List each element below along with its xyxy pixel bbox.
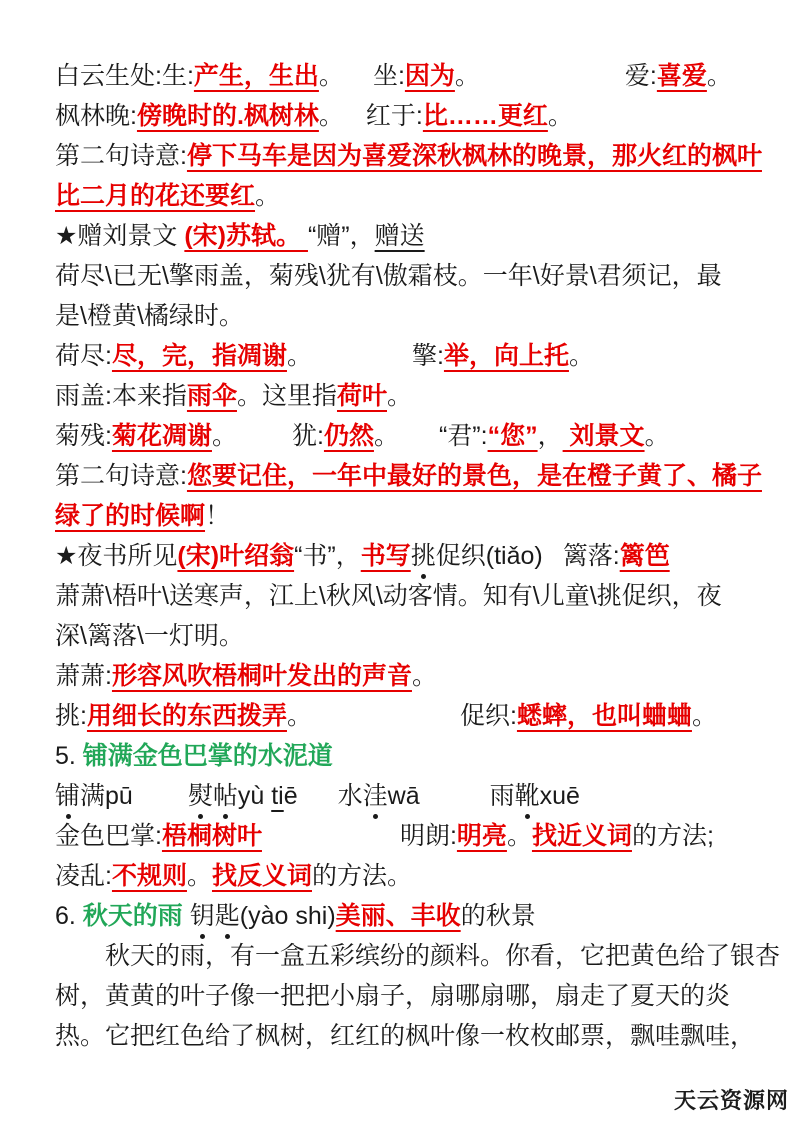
text-line [55,536,767,576]
text-segment: 您要记住，一年中最好的景色，是在橙子黄了、橘子 [186,462,762,490]
text-segment: 6. [55,902,83,930]
text-segment: 篱落: [562,542,620,570]
text-segment: 。 [411,662,437,690]
text-segment: 因为 [404,62,455,90]
text-segment [190,902,240,930]
text-segment: (yào shi) [239,902,336,930]
text-segment: 。 [286,342,312,370]
text-segment: (宋)苏轼。 [184,222,308,250]
text-segment: xuē [539,782,580,810]
text-segment: 是\橙黄\橘绿时。 [55,302,244,330]
text-segment: 的方法。 [312,862,413,890]
text-segment: 。 [318,102,344,130]
text-segment: 。 [568,342,594,370]
text-segment: ， [537,422,563,450]
text-segment: ！ [205,502,231,530]
text-segment: 喜爱 [656,62,707,90]
text-segment: 。 [547,102,573,130]
text-segment: 坐: [372,62,405,90]
text-segment: 菊残: [55,422,112,450]
text-segment: 树，黄黄的叶子像一把把小扇子，扇哪扇哪，扇走了夏天的炎 [55,982,731,1010]
text-segment [55,782,80,810]
text-line [55,976,767,1016]
text-line [55,136,767,176]
text-segment: 篱笆 [619,542,670,570]
text-segment: 5. [55,742,83,770]
text-segment: 秋天的雨，有一盒五彩缤纷的颜料。你看，它把黄色给了银杏 [55,942,781,970]
text-segment: 挑: [55,702,87,730]
text-segment: 凌乱: [55,862,112,890]
text-segment: 。 [706,62,732,90]
text-line [55,896,767,936]
text-segment: 尽，完，指凋谢 [111,342,287,370]
text-segment: 明亮 [456,822,507,850]
text-segment: 雨 [489,782,515,810]
text-line [55,416,767,456]
text-segment: 萧萧\梧叶\送寒声，江上\秋风\动客情。知有\儿童\挑促织，夜 [55,582,722,610]
text-segment: 。 [211,422,237,450]
text-segment: 傍晚时的.枫树林 [136,102,319,130]
text-segment: 用细长的东西拨弄 [86,702,287,730]
text-segment: 找近义词 [531,822,632,850]
text-segment: 停下马车是因为喜爱深秋枫林的晚景，那火红的枫叶 [186,142,762,170]
text-segment: 。 [318,62,344,90]
text-segment: 仍然 [323,422,374,450]
text-segment: 形容风吹梧桐叶发出的声音 [111,662,412,690]
text-segment: 雨盖:本来指 [55,382,187,410]
text-segment: 举，向上托 [443,342,569,370]
watermark: 天云资源网 [673,1088,789,1113]
text-line [55,656,767,696]
text-segment: ★夜书所见 [55,542,178,570]
text-segment: 菊花凋谢 [111,422,212,450]
text-segment: 。 [691,702,717,730]
text-segment: 。这里指 [236,382,337,410]
text-segment: 铺满金色巴掌的水泥道 [82,742,333,770]
text-segment: 荷尽: [55,342,112,370]
text-segment: 。 [644,422,670,450]
text-segment: 第二句诗意: [55,462,187,490]
text-segment: ē [283,782,298,810]
text-segment: 深\篱落\一灯明。 [55,622,244,650]
text-segment: (宋)叶绍翁 [177,542,295,570]
text-line [55,496,767,536]
text-segment: 水 [337,782,363,810]
text-line [55,56,767,96]
text-line [55,696,767,736]
document-body [55,56,781,1056]
text-line [55,1016,767,1056]
text-line [55,856,767,896]
text-segment: 萧萧: [55,662,112,690]
text-segment: 蟋蟀，也叫蛐蛐 [516,702,692,730]
emphasis-dot-char: 匙 [214,902,240,930]
text-segment: 美丽、丰收 [335,902,461,930]
text-line [55,816,767,856]
emphasis-dot-char: 熨 [187,782,213,810]
text-line [55,176,767,216]
text-segment [363,782,388,810]
emphasis-dot-char: 挑 [410,542,436,570]
text-segment: 比二月的花还要红 [55,182,256,210]
text-line [55,376,767,416]
emphasis-dot-char: 洼 [362,782,388,810]
text-segment [188,782,238,810]
text-segment: 热。它把红色给了枫树，红红的枫叶像一枚枚邮票，飘哇飘哇， [55,1022,756,1050]
text-segment: 明朗: [399,822,457,850]
text-line [55,96,767,136]
text-segment: 促织: [459,702,517,730]
text-segment: 。 [373,422,399,450]
text-segment: 荷尽\已无\擎雨盖，菊残\犹有\傲霜枝。一年\好景\君须记，最 [55,262,722,290]
emphasis-dot-char: 铺 [55,782,81,810]
text-segment: “您” [487,422,538,450]
text-line [55,936,781,976]
text-segment: 的秋景 [460,902,536,930]
text-segment: 。 [454,62,480,90]
text-segment: 金色巴掌: [55,822,162,850]
text-segment: 红于: [365,102,423,130]
text-segment: 找反义词 [211,862,312,890]
text-line [55,336,767,376]
text-segment: 书写 [360,542,411,570]
text-segment: “赠”， [307,222,375,250]
text-segment: 绿了的时候啊 [55,502,206,530]
text-segment: 。 [286,702,312,730]
text-segment: “书”， [294,542,361,570]
emphasis-dot-char: 靴 [514,782,540,810]
text-segment: 第二句诗意: [55,142,187,170]
text-line [55,216,767,256]
text-segment: 产生，生出 [193,62,319,90]
text-segment: “君”: [438,422,488,450]
text-line [55,256,767,296]
text-segment: 。 [387,382,413,410]
text-segment [515,782,540,810]
text-segment: 赠送 [374,222,425,250]
text-line [55,736,767,776]
emphasis-dot-char: 钥 [189,902,215,930]
emphasis-dot-char: 帖 [212,782,238,810]
text-segment: 刘景文 [562,422,645,450]
text-line [55,456,767,496]
text-segment: 犹: [291,422,324,450]
text-segment [411,542,436,570]
text-segment: 枫林晚: [55,102,137,130]
text-segment: yù [237,782,272,810]
text-segment: 不规则 [111,862,187,890]
text-segment: 秋天的雨 [82,902,183,930]
text-segment [183,902,190,930]
text-segment: wā [387,782,420,810]
text-segment: 。 [506,822,532,850]
text-segment: ★赠刘景文 [55,222,185,250]
text-segment: 。 [186,862,212,890]
text-segment: 擎: [411,342,444,370]
text-segment: 的方法; [631,822,714,850]
text-segment: 爱: [624,62,657,90]
text-segment: ti [271,782,284,810]
text-segment: 荷叶 [336,382,387,410]
text-segment: 满pū [80,782,133,810]
text-segment: 比……更红 [422,102,548,130]
text-line [55,296,767,336]
text-segment: 白云生处:生: [55,62,194,90]
text-segment: 。 [255,182,281,210]
text-segment: 梧桐树叶 [161,822,262,850]
text-segment: 雨伞 [186,382,237,410]
text-line [55,576,767,616]
text-line [55,776,767,816]
text-line [55,616,767,656]
text-segment: 促织(tiǎo) [435,542,543,570]
